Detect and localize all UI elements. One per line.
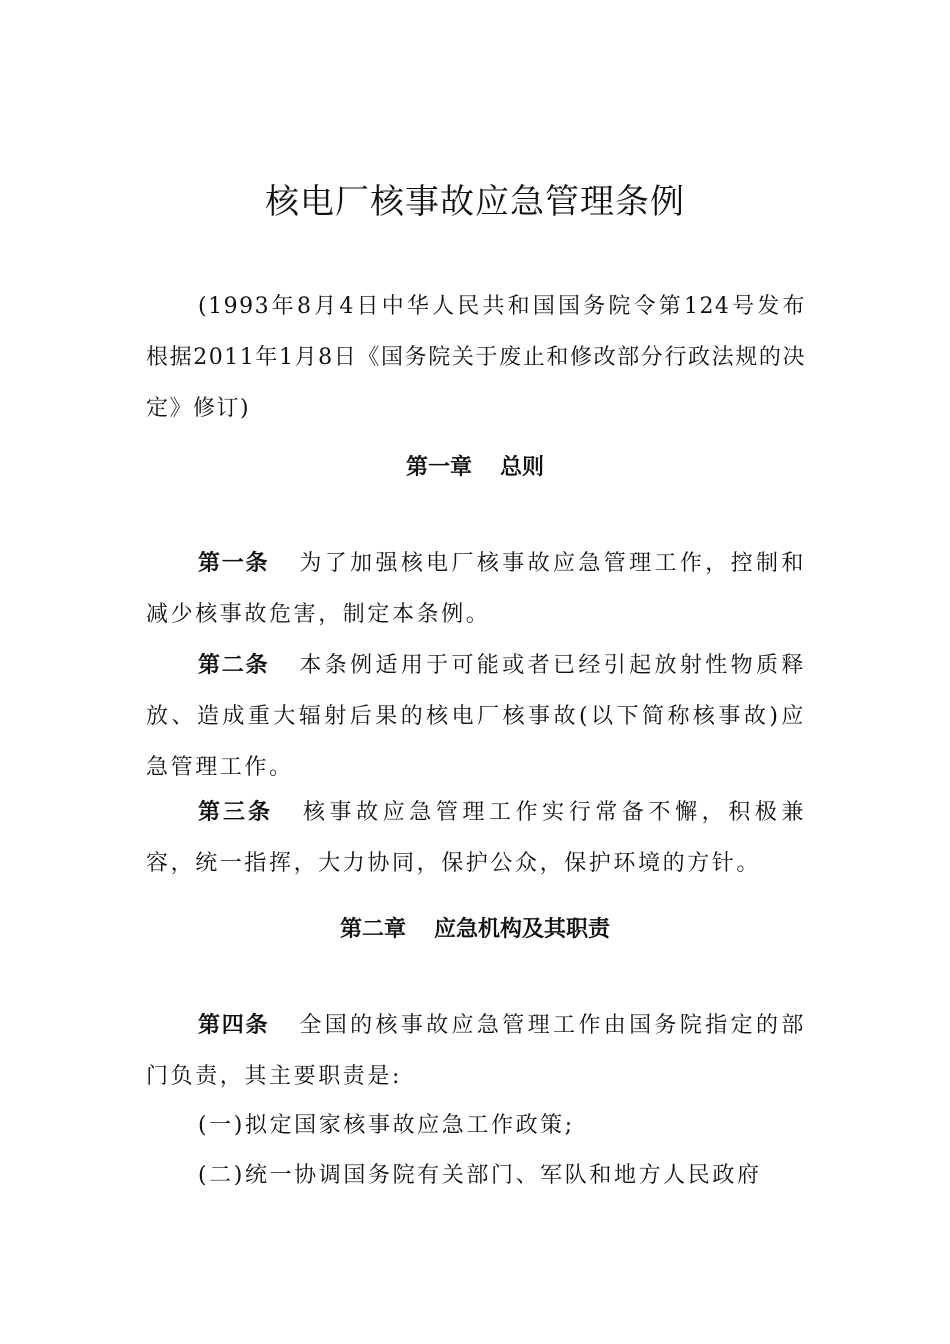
article-text: 全国的核事故应急管理工作由国务院指定的部门负责，其主要职责是:	[146, 1013, 806, 1089]
article-label: 第二条	[198, 653, 270, 678]
chapter-heading-1	[0, 448, 950, 488]
article-text: 本条例适用于可能或者已经引起放射性物质释放、造成重大辐射后果的核电厂核事故(以下简称核事故)应急管理工作。	[146, 653, 806, 780]
document-title: 核电厂核事故应急管理条例	[265, 182, 685, 222]
list-item-1: (一)拟定国家核事故应急工作政策;	[198, 1113, 575, 1138]
article-3	[146, 787, 806, 889]
article-1	[146, 538, 806, 640]
chapter-heading-2	[0, 910, 950, 950]
chapter-title: 总则	[500, 455, 545, 480]
article-text: 为了加强核电厂核事故应急管理工作，控制和减少核事故危害，制定本条例。	[146, 551, 806, 627]
chapter-label: 第二章	[339, 917, 406, 942]
article-label: 第一条	[198, 551, 270, 576]
chapter-title: 应急机构及其职责	[434, 917, 611, 942]
publication-note: (1993年8月4日中华人民共和国国务院令第124号发布 根据2011年1月8日《国务院关于废止和修改部分行政法规的决定》修订)	[146, 294, 830, 421]
article-label: 第三条	[198, 800, 273, 825]
article-label: 第四条	[198, 1013, 270, 1038]
article-4	[146, 1000, 806, 1102]
list-item-2: (二)统一协调国务院有关部门、军队和地方人民政府	[198, 1163, 762, 1188]
article-2	[146, 640, 806, 793]
chapter-label: 第一章	[405, 455, 472, 480]
article-text: 核事故应急管理工作实行常备不懈，积极兼容，统一指挥，大力协同，保护公众，保护环境的方针。	[146, 800, 806, 876]
